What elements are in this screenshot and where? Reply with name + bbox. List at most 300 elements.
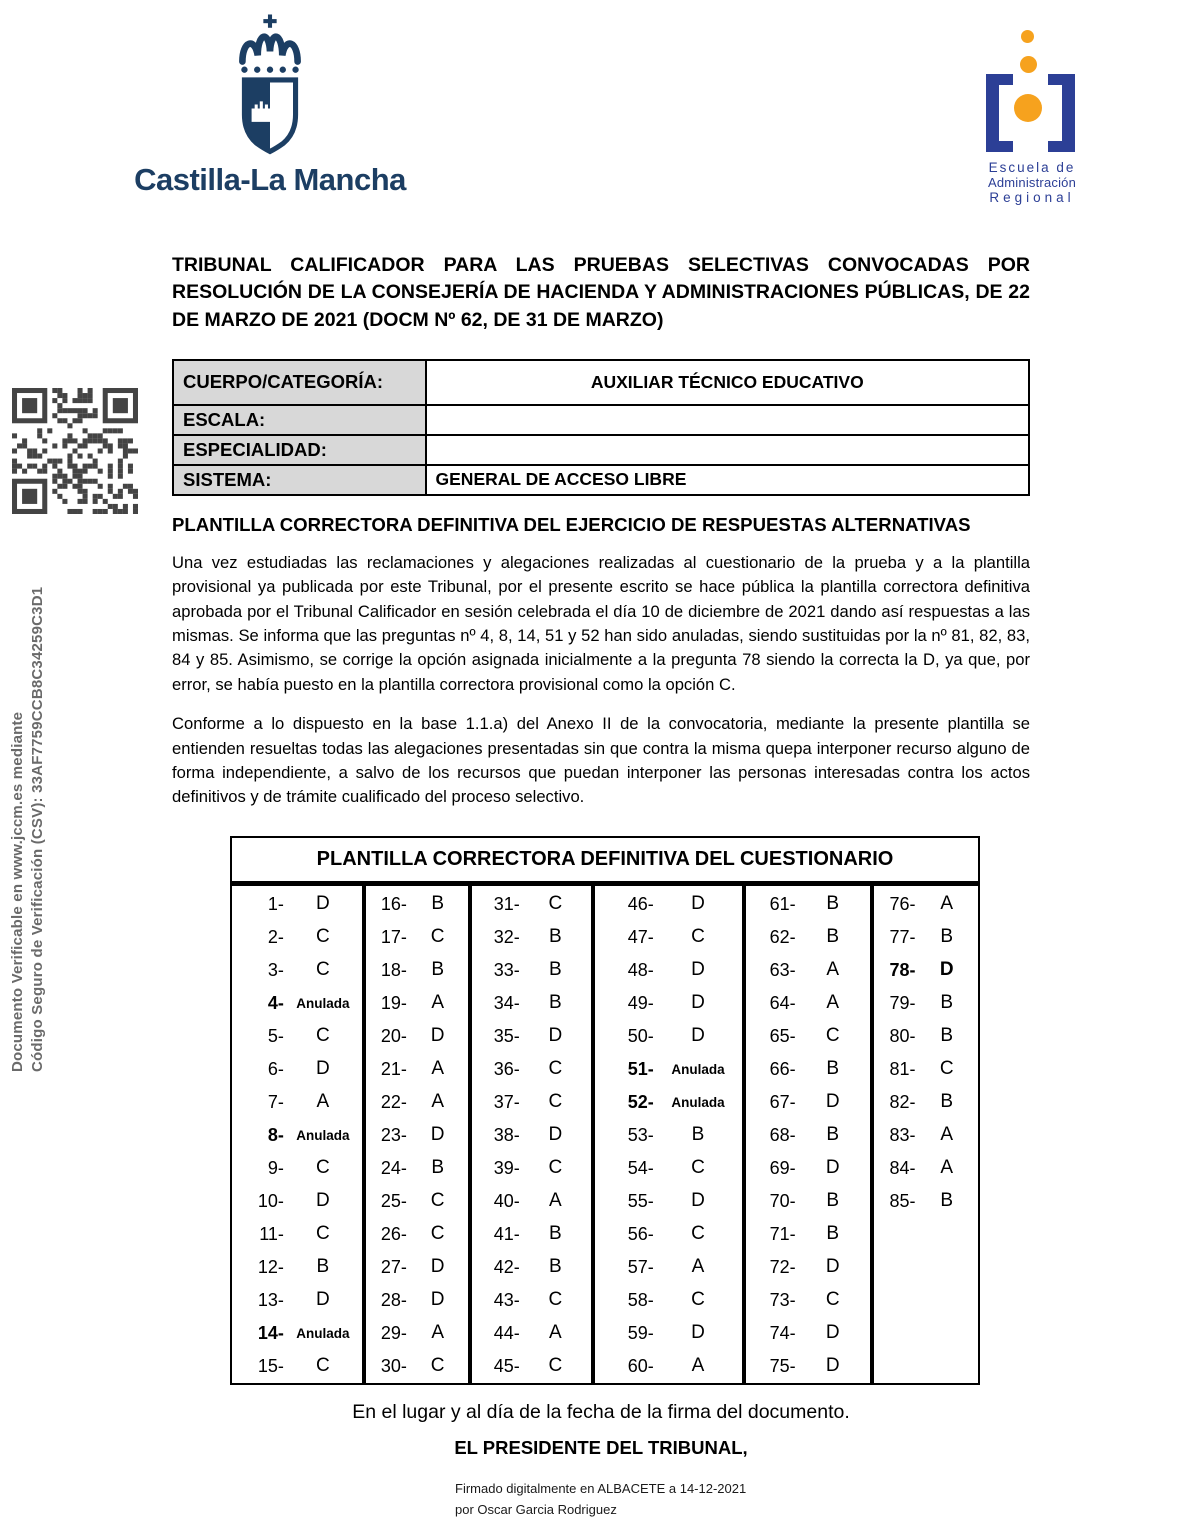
answer-row (472, 1053, 590, 1086)
answer-row (874, 1020, 978, 1053)
answer-table (230, 836, 980, 1385)
answer-row (746, 1350, 870, 1383)
ear-brackets-icon (984, 28, 1080, 154)
question-number: 66- (769, 1058, 796, 1079)
answer-letter: A (691, 1355, 705, 1377)
answer-letter: C (548, 1058, 563, 1080)
question-number: 7- (267, 1091, 284, 1112)
question-number: 43- (493, 1289, 520, 1310)
sidebar-csv-line: Código Seguro de Verificación (CSV): 33AF7759CCB8C34259C3D1 (29, 586, 46, 1072)
question-number: 42- (493, 1256, 520, 1277)
question-number: 20- (380, 1025, 407, 1046)
question-number: 84- (889, 1157, 916, 1178)
answer-row (232, 1218, 362, 1251)
answer-letter: A (316, 1091, 330, 1113)
answer-row (595, 1350, 742, 1383)
answer-letter: C (315, 1157, 330, 1179)
question-number: 83- (889, 1124, 916, 1145)
answer-row (595, 1119, 742, 1152)
answer-letter: D (825, 1256, 840, 1278)
answer-row (595, 1317, 742, 1350)
answer-letter: B (826, 893, 840, 915)
answer-row (472, 1119, 590, 1152)
answer-row (366, 888, 469, 921)
question-number: 5- (267, 1025, 284, 1046)
question-number: 18- (380, 959, 407, 980)
answer-letter: C (548, 893, 563, 915)
question-number: 21- (380, 1058, 407, 1079)
answer-letter: C (315, 926, 330, 948)
question-number: 9- (267, 1157, 284, 1178)
question-number: 36- (493, 1058, 520, 1079)
answer-row (472, 888, 590, 921)
answer-column (870, 886, 978, 1383)
answer-letter: B (826, 1223, 840, 1245)
answer-row (746, 921, 870, 954)
info-row (173, 435, 1029, 465)
answer-letter: B (940, 992, 954, 1014)
answer-row (472, 921, 590, 954)
answer-row (366, 1284, 469, 1317)
answer-letter: A (431, 1091, 444, 1113)
answer-row (595, 1086, 742, 1119)
answer-row (366, 954, 469, 987)
info-value (426, 405, 1029, 435)
answer-row (232, 1251, 362, 1284)
answer-row (472, 1317, 590, 1350)
answer-row (595, 1152, 742, 1185)
question-number: 51- (627, 1058, 654, 1079)
answer-row (874, 1152, 978, 1185)
question-number: 81- (889, 1058, 916, 1079)
answer-row (746, 1251, 870, 1284)
answer-letter: B (940, 1091, 954, 1113)
answer-column (742, 886, 870, 1383)
answer-row (595, 1284, 742, 1317)
answer-row (472, 1020, 590, 1053)
answer-row (232, 1119, 362, 1152)
question-number: 78- (889, 959, 916, 980)
question-number: 8- (267, 1124, 284, 1145)
answer-letter: A (691, 1256, 705, 1278)
answer-row (874, 1053, 978, 1086)
answer-letter: C (548, 1157, 563, 1179)
question-number: 27- (380, 1256, 407, 1277)
answer-row (746, 1185, 870, 1218)
answer-row (472, 1152, 590, 1185)
answer-row (232, 1086, 362, 1119)
info-label: ESPECIALIDAD: (173, 435, 426, 465)
question-number: 46- (627, 893, 654, 914)
question-number: 25- (380, 1190, 407, 1211)
answer-row (874, 921, 978, 954)
answer-row (746, 1086, 870, 1119)
question-number: 69- (769, 1157, 796, 1178)
answer-letter: C (430, 1190, 445, 1212)
answer-row (746, 1020, 870, 1053)
question-number: 34- (493, 992, 520, 1013)
question-number: 1- (267, 893, 284, 914)
answer-column (468, 886, 590, 1383)
answer-letter: A (431, 1058, 444, 1080)
info-row (173, 465, 1029, 495)
answer-letter: A (548, 1190, 562, 1212)
question-number: 31- (493, 893, 520, 914)
answer-letter: Anulada (296, 1127, 350, 1143)
signature-line: Firmado digitalmente en ALBACETE a 14-12-2021 (455, 1480, 747, 1496)
answer-row (595, 1185, 742, 1218)
question-number: 41- (493, 1223, 520, 1244)
question-number: 64- (769, 992, 796, 1013)
answer-letter: C (825, 1289, 840, 1311)
question-number: 14- (257, 1322, 284, 1343)
answer-letter: C (939, 1058, 954, 1080)
answer-letter: D (315, 1289, 330, 1311)
answer-letter: D (691, 1025, 705, 1047)
answer-letter: B (548, 992, 562, 1014)
answer-letter: B (548, 1256, 562, 1278)
answer-column (232, 886, 362, 1383)
question-number: 52- (627, 1091, 654, 1112)
answer-letter: A (940, 1124, 954, 1146)
question-number: 40- (493, 1190, 520, 1211)
answer-row (595, 1218, 742, 1251)
answer-row (472, 954, 590, 987)
answer-letter: C (691, 1223, 705, 1245)
info-row (173, 360, 1029, 405)
clm-logo (128, 12, 412, 198)
answer-table-body (232, 886, 978, 1383)
question-number: 30- (380, 1355, 407, 1376)
answer-row (366, 1152, 469, 1185)
info-row (173, 405, 1029, 435)
answer-row (366, 1350, 469, 1383)
answer-row (874, 1119, 978, 1152)
answer-letter: D (691, 1190, 705, 1212)
question-number: 56- (627, 1223, 654, 1244)
answer-row (472, 1350, 590, 1383)
answer-letter: D (548, 1025, 563, 1047)
info-value: GENERAL DE ACCESO LIBRE (426, 465, 1029, 495)
answer-row (366, 987, 469, 1020)
footer-place-line: En el lugar y al día de la fecha de la firma del documento. (352, 1400, 850, 1423)
answer-row (232, 1284, 362, 1317)
answer-letter: B (431, 959, 444, 981)
answer-letter: A (826, 959, 840, 981)
ear-bracket-right (1048, 74, 1075, 152)
question-number: 77- (889, 926, 916, 947)
answer-letter: D (939, 959, 954, 981)
answer-letter: A (940, 1157, 954, 1179)
answer-letter: Anulada (296, 995, 350, 1011)
signature-line: por Oscar Garcia Rodriguez (455, 1501, 617, 1517)
info-label: ESCALA: (173, 405, 426, 435)
answer-letter: B (431, 1157, 444, 1179)
answer-row (472, 1218, 590, 1251)
answer-row (366, 921, 469, 954)
info-value: AUXILIAR TÉCNICO EDUCATIVO (426, 360, 1029, 405)
answer-row (232, 888, 362, 921)
clm-logo-text: Castilla-La Mancha (134, 162, 406, 197)
answer-letter: C (825, 1025, 840, 1047)
info-label: CUERPO/CATEGORÍA: (173, 360, 426, 405)
answer-letter: B (316, 1256, 330, 1278)
section-heading: PLANTILLA CORRECTORA DEFINITIVA DEL EJERCICIO DE RESPUESTAS ALTERNATIVAS (172, 513, 971, 535)
question-number: 57- (627, 1256, 654, 1277)
answer-row (595, 1053, 742, 1086)
answer-letter: D (825, 1157, 840, 1179)
question-number: 16- (380, 893, 407, 914)
question-number: 32- (493, 926, 520, 947)
answer-row (472, 1251, 590, 1284)
answer-row (746, 1218, 870, 1251)
answer-letter: D (315, 1190, 330, 1212)
answer-letter: D (430, 1289, 445, 1311)
question-number: 79- (889, 992, 916, 1013)
answer-letter: D (825, 1322, 840, 1344)
answer-letter: C (430, 1223, 445, 1245)
answer-letter: C (315, 1025, 330, 1047)
sidebar-csv (8, 587, 48, 1072)
question-number: 39- (493, 1157, 520, 1178)
ear-logo-text-line: Regional (989, 190, 1075, 205)
ear-bracket-left (986, 74, 1013, 152)
answer-row (232, 1185, 362, 1218)
answer-row (472, 1284, 590, 1317)
question-number: 35- (493, 1025, 520, 1046)
question-number: 75- (769, 1355, 796, 1376)
question-number: 80- (889, 1025, 916, 1046)
question-number: 85- (889, 1190, 916, 1211)
answer-row (595, 1020, 742, 1053)
question-number: 22- (380, 1091, 407, 1112)
answer-letter: B (548, 959, 562, 981)
answer-row (232, 1152, 362, 1185)
clm-shield-icon (224, 12, 316, 156)
question-number: 23- (380, 1124, 407, 1145)
document-title: TRIBUNAL CALIFICADOR PARA LAS PRUEBAS SELECTIVAS CONVOCADAS POR RESOLUCIÓN DE LA CONSEJERÍA DE HACIENDA Y ADMINISTRACIONES PÚBLICAS, DE 22 DE MARZO DE 2021 (DOCM Nº 62, DE 31 DE MARZO) (172, 254, 1030, 331)
question-number: 55- (627, 1190, 654, 1211)
answer-row (366, 1317, 469, 1350)
question-number: 58- (627, 1289, 654, 1310)
question-number: 62- (769, 926, 796, 947)
answer-letter: A (548, 1322, 562, 1344)
info-value (426, 435, 1029, 465)
answer-letter: A (826, 992, 840, 1014)
answer-letter: B (826, 1124, 840, 1146)
answer-letter: C (548, 1289, 563, 1311)
answer-row (472, 987, 590, 1020)
question-number: 3- (267, 959, 284, 980)
answer-letter: D (691, 893, 705, 915)
question-number: 54- (627, 1157, 654, 1178)
answer-row (366, 1218, 469, 1251)
question-number: 82- (889, 1091, 916, 1112)
answer-row (746, 1053, 870, 1086)
answer-letter: B (826, 926, 840, 948)
answer-letter: D (691, 959, 705, 981)
sidebar-verify-line: Documento Verificable en www.jccm.es mediante (9, 711, 26, 1072)
answer-row (232, 954, 362, 987)
answer-letter: D (315, 893, 330, 915)
answer-row (874, 888, 978, 921)
ear-logo-text-line: Escuela de (988, 160, 1076, 175)
paragraph: Una vez estudiadas las reclamaciones y alegaciones realizadas al cuestionario de la prueba y a la plantilla provisional ya publicada por este Tribunal, por el presente escrito se hace pública la plantilla correctora definitiva aprobada por el Tribunal Calificador en sesión celebrada el día 10 de diciembre de 2021 dando así respuestas a las mismas. Se informa que las preguntas nº 4, 8, 14, 51 y 52 han sido anuladas, siendo sustituidas por la nº 81, 82, 83, 84 y 85. Asimismo, se corrige la opción asignada inicialmente a la pregunta 78 siendo la correcta la D, ya que, por error, se había puesto en la plantilla correctora provisional como la opción C. (172, 552, 1030, 694)
footer-president-line: EL PRESIDENTE DEL TRIBUNAL, (454, 1436, 748, 1458)
answer-row (366, 1119, 469, 1152)
answer-row (874, 1086, 978, 1119)
question-number: 67- (769, 1091, 796, 1112)
question-number: 28- (380, 1289, 407, 1310)
question-number: 38- (493, 1124, 520, 1145)
question-number: 15- (257, 1355, 284, 1376)
question-number: 44- (493, 1322, 520, 1343)
paragraph: Conforme a lo dispuesto en la base 1.1.a) del Anexo II de la convocatoria, mediante la presente plantilla se entienden resueltas todas las alegaciones presentadas sin que contra la misma quepa interponer recurso alguno de forma independiente, a salvo de los recursos que puedan interponer las personas interesadas contra los actos definitivos y de trámite cualificado del proceso selectivo. (172, 714, 1030, 807)
ear-logo-text-line: Administración (987, 175, 1077, 190)
question-number: 11- (259, 1223, 284, 1244)
question-number: 26- (380, 1223, 407, 1244)
answer-letter: D (430, 1256, 445, 1278)
question-number: 45- (493, 1355, 520, 1376)
question-number: 59- (627, 1322, 654, 1343)
answer-letter: A (431, 992, 444, 1014)
answer-row (366, 1251, 469, 1284)
question-number: 49- (627, 992, 654, 1013)
answer-column (591, 886, 742, 1383)
question-number: 60- (627, 1355, 654, 1376)
answer-row (366, 1185, 469, 1218)
answer-row (874, 987, 978, 1020)
answer-row (232, 1020, 362, 1053)
answer-letter: Anulada (671, 1061, 725, 1077)
question-number: 71- (769, 1223, 796, 1244)
ear-dot-medium (1020, 56, 1037, 73)
question-number: 33- (493, 959, 520, 980)
answer-row (874, 954, 978, 987)
question-number: 61- (769, 893, 796, 914)
answer-row (472, 1086, 590, 1119)
answer-row (595, 954, 742, 987)
answer-row (595, 888, 742, 921)
question-number: 53- (627, 1124, 654, 1145)
question-number: 4- (267, 992, 284, 1013)
answer-row (366, 1053, 469, 1086)
signature-note (455, 1479, 1030, 1520)
answer-letter: C (691, 1289, 705, 1311)
answer-letter: C (548, 1355, 563, 1377)
answer-row (595, 1251, 742, 1284)
question-number: 74- (769, 1322, 796, 1343)
answer-letter: B (940, 1025, 954, 1047)
answer-row (595, 987, 742, 1020)
answer-letter: B (940, 1190, 954, 1212)
answer-letter: D (430, 1124, 445, 1146)
answer-row (366, 1086, 469, 1119)
answer-row (746, 1317, 870, 1350)
answer-row (232, 1317, 362, 1350)
answer-letter: B (431, 893, 444, 915)
answer-row (746, 1284, 870, 1317)
answer-row (746, 987, 870, 1020)
answer-letter: D (315, 1058, 330, 1080)
question-number: 73- (769, 1289, 796, 1310)
answer-row (232, 1053, 362, 1086)
question-number: 2- (267, 926, 284, 947)
question-number: 17- (380, 926, 407, 947)
document-content (172, 252, 1030, 1520)
answer-row (232, 921, 362, 954)
answer-row (472, 1185, 590, 1218)
answer-letter: D (825, 1091, 840, 1113)
answer-row (746, 954, 870, 987)
answer-row (232, 1350, 362, 1383)
answer-letter: D (430, 1025, 445, 1047)
ear-dot-large (1014, 94, 1042, 122)
question-number: 6- (267, 1058, 284, 1079)
answer-letter: B (940, 926, 954, 948)
answer-row (746, 888, 870, 921)
answer-row (232, 987, 362, 1020)
answer-row (595, 921, 742, 954)
answer-letter: C (430, 926, 445, 948)
answer-letter: D (691, 992, 705, 1014)
question-number: 19- (380, 992, 407, 1013)
question-number: 47- (627, 926, 654, 947)
answer-letter: C (691, 926, 705, 948)
answer-table-title: PLANTILLA CORRECTORA DEFINITIVA DEL CUESTIONARIO (232, 838, 978, 886)
ear-dot-small (1021, 30, 1034, 43)
answer-row (746, 1152, 870, 1185)
question-number: 70- (769, 1190, 796, 1211)
answer-letter: D (825, 1355, 840, 1377)
ear-logo (984, 28, 1080, 205)
answer-letter: Anulada (296, 1325, 350, 1341)
answer-letter: B (826, 1190, 840, 1212)
ear-logo-text (984, 160, 1080, 205)
answer-column (362, 886, 469, 1383)
answer-letter: C (315, 959, 330, 981)
info-table (172, 359, 1030, 496)
question-number: 29- (380, 1322, 407, 1343)
answer-row (746, 1119, 870, 1152)
question-number: 13- (257, 1289, 284, 1310)
answer-letter: D (691, 1322, 705, 1344)
answer-letter: C (315, 1355, 330, 1377)
question-number: 24- (380, 1157, 407, 1178)
answer-letter: C (548, 1091, 563, 1113)
question-number: 68- (769, 1124, 796, 1145)
answer-letter: A (431, 1322, 444, 1344)
question-number: 37- (493, 1091, 520, 1112)
answer-letter: B (826, 1058, 840, 1080)
answer-row (874, 1185, 978, 1218)
question-number: 76- (889, 893, 916, 914)
answer-letter: Anulada (671, 1094, 725, 1110)
question-number: 12- (257, 1256, 284, 1277)
answer-letter: C (691, 1157, 705, 1179)
question-number: 65- (769, 1025, 796, 1046)
answer-letter: A (940, 893, 954, 915)
question-number: 10- (257, 1190, 284, 1211)
answer-letter: C (430, 1355, 445, 1377)
answer-letter: B (548, 926, 562, 948)
question-number: 50- (627, 1025, 654, 1046)
answer-letter: C (315, 1223, 330, 1245)
answer-letter: B (548, 1223, 562, 1245)
answer-row (366, 1020, 469, 1053)
question-number: 72- (769, 1256, 796, 1277)
question-number: 48- (627, 959, 654, 980)
